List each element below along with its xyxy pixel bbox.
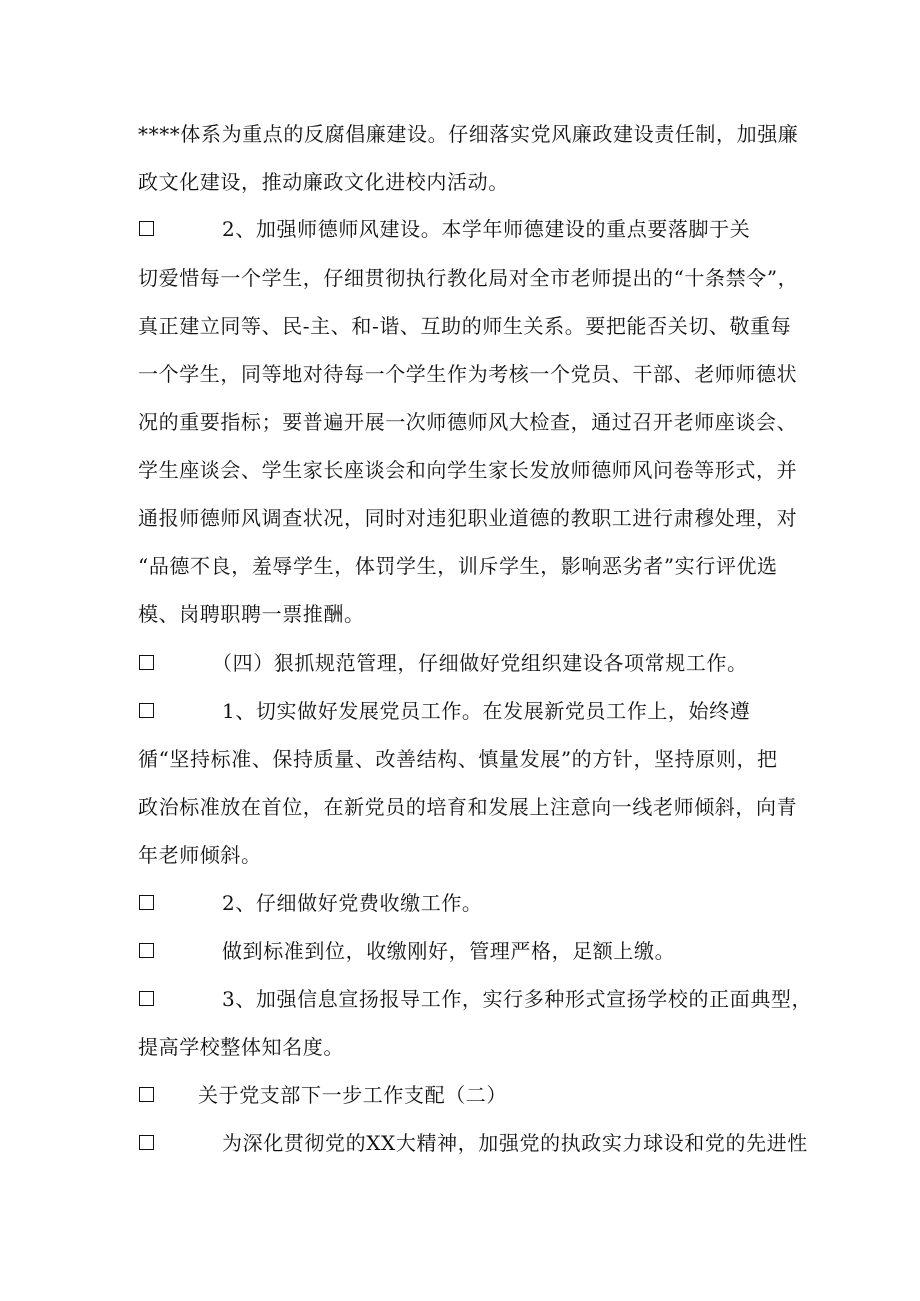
text-line: 政文化建设，推动廉政文化进校内活动。 <box>138 170 509 194</box>
text-line: 2、仔细做好党费收缴工作。 <box>222 891 483 915</box>
text-line: 3、加强信息宣扬报导工作，实行多种形式宣扬学校的正面典型， <box>222 987 813 1011</box>
checkbox-icon <box>139 655 154 670</box>
text-line: 政治标准放在首位，在新党员的培育和发展上注意向一线老师倾斜，向青 <box>138 795 798 819</box>
checkbox-icon <box>139 943 154 958</box>
text-line: 学生座谈会、学生家长座谈会和向学生家长发放师德师风问卷等形式，并 <box>138 458 798 482</box>
checkbox-icon <box>139 221 154 236</box>
text-line: 提高学校整体知名度。 <box>138 1035 344 1059</box>
checkbox-icon <box>139 991 154 1006</box>
text-line: 2、加强师德师风建设。本学年师德建设的重点要落脚于关 <box>222 217 751 241</box>
text-line: 模、岗聘职聘一票推酬。 <box>138 602 365 626</box>
section-heading: 关于党支部下一步工作支配（二） <box>198 1083 507 1107</box>
text-line: “品德不良，羞辱学生，体罚学生，训斥学生，影响恶劣者”实行评优选 <box>138 554 778 578</box>
text-line: 况的重要指标；要普遍开展一次师德师风大检查，通过召开老师座谈会、 <box>138 410 798 434</box>
text-line: 做到标准到位，收缴刚好，管理严格，足额上缴。 <box>222 939 676 963</box>
text-line: 1、切实做好发展党员工作。在发展新党员工作上，始终遵 <box>222 699 751 723</box>
text-line: 通报师德师风调查状况，同时对违犯职业道德的教职工进行肃穆处理，对 <box>138 506 798 530</box>
text-line: 年老师倾斜。 <box>138 843 262 867</box>
text-line: 为深化贯彻党的XX大精神，加强党的执政实力球设和党的先进性 <box>222 1131 808 1155</box>
text-line: 循“坚持标准、保持质量、改善结构、慎量发展”的方针，坚持原则，把 <box>138 747 778 771</box>
text-line: 一个学生，同等地对待每一个学生作为考核一个党员、干部、老师师德状 <box>138 362 798 386</box>
section-heading: （四）狠抓规范管理，仔细做好党组织建设各项常规工作。 <box>212 651 748 675</box>
checkbox-icon <box>139 895 154 910</box>
text-line: 真正建立同等、民-主、和-谐、互助的师生关系。要把能否关切、敬重每 <box>138 314 792 338</box>
checkbox-icon <box>139 1087 154 1102</box>
checkbox-icon <box>139 703 154 718</box>
text-line: 切爱惜每一个学生，仔细贯彻执行教化局对全市老师提出的“十条禁令”， <box>138 266 799 290</box>
checkbox-icon <box>139 1135 154 1150</box>
text-line: ****体系为重点的反腐倡廉建设。仔细落实党风廉政建设责任制，加强廉 <box>138 122 799 146</box>
